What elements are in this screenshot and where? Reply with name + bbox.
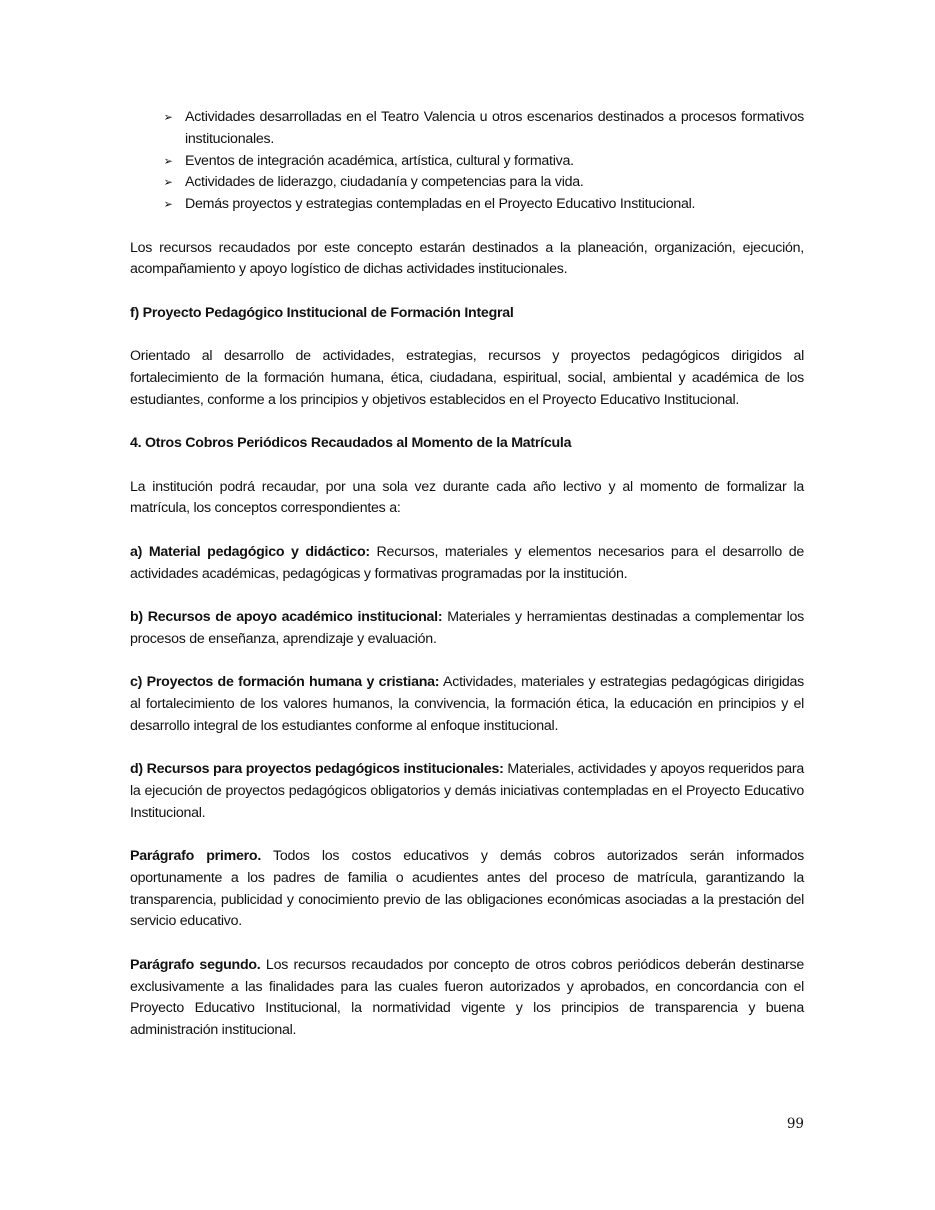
item-c-text: Actividades, materiales y estrategias pedagógicas dirigidas al fortalecimiento de los valores humanos, la convivencia, la formación ética, la educación en principios y el desarrollo integral de los estudiantes conforme al enfoque institucional.	[130, 674, 804, 734]
arrow-bullet-icon: ➢	[163, 175, 173, 190]
item-d-text: Materiales, actividades y apoyos requeridos para la ejecución de proyectos pedagógicos obligatorios y demás iniciativas contempladas en el Proyecto Educativo Institucional.	[130, 761, 804, 821]
paragrafo-segundo-label: Parágrafo segundo.	[130, 956, 261, 973]
item-b-paragraph	[130, 607, 804, 651]
paragrafo-segundo-text: Los recursos recaudados por concepto de otros cobros periódicos deberán destinarse exclusivamente a las finalidades para las cuales fueron autorizados y aprobados, en concordancia con el Proyecto Educativo Institucional, la normatividad vigente y los principios de transparencia y buena administración institucional.	[130, 956, 804, 1039]
item-a-paragraph	[130, 542, 804, 586]
resources-paragraph: Los recursos recaudados por este concepto estarán destinados a la planeación, organización, ejecución, acompañamiento y apoyo logístico de dichas actividades institucionales.	[130, 239, 804, 278]
item-b-text: Materiales y herramientas destinadas a complementar los procesos de enseñanza, aprendizaje y evaluación.	[130, 608, 804, 647]
item-d-paragraph	[130, 759, 804, 824]
paragrafo-primero-label: Parágrafo primero.	[130, 848, 262, 865]
item-c-paragraph	[130, 672, 804, 737]
section-heading-4: 4. Otros Cobros Periódicos Recaudados al Momento de la Matrícula	[130, 435, 572, 452]
activities-bullet-list	[130, 107, 804, 216]
item-d-label: d) Recursos para proyectos pedagógicos institucionales:	[130, 761, 504, 778]
institution-paragraph: La institución podrá recaudar, por una sola vez durante cada año lectivo y al momento de formalizar la matrícula, los conceptos correspondientes a:	[130, 478, 804, 517]
oriented-paragraph: Orientado al desarrollo de actividades, estrategias, recursos y proyectos pedagógicos dirigidos al fortalecimiento de la formación humana, ética, ciudadana, espiritual, social, ambiental y académica de los estudiantes, conforme a los principios y objetivos establecidos en el Proyecto Educativo Institucional.	[130, 348, 804, 408]
arrow-bullet-icon: ➢	[163, 197, 173, 212]
paragrafo-primero	[130, 846, 804, 933]
bullet-item: ➢ Demás proyectos y estrategias contempladas en el Proyecto Educativo Institucional.	[130, 194, 804, 216]
item-a-text: Recursos, materiales y elementos necesarios para el desarrollo de actividades académicas, pedagógicas y formativas programadas por la institución.	[130, 543, 804, 582]
section-heading-f: f) Proyecto Pedagógico Institucional de Formación Integral	[130, 304, 514, 321]
item-c-label: c) Proyectos de formación humana y cristiana:	[130, 674, 440, 691]
bullet-item: ➢ Actividades de liderazgo, ciudadanía y competencias para la vida.	[130, 172, 804, 194]
bullet-item: ➢ Eventos de integración académica, artística, cultural y formativa.	[130, 151, 804, 173]
item-b-label: b) Recursos de apoyo académico institucional:	[130, 608, 443, 625]
page-content	[130, 107, 804, 1042]
paragrafo-segundo	[130, 955, 804, 1042]
bullet-item: ➢ Actividades desarrolladas en el Teatro Valencia u otros escenarios destinados a procesos formativos institucionales.	[130, 107, 804, 151]
arrow-bullet-icon: ➢	[163, 110, 173, 124]
arrow-bullet-icon: ➢	[163, 153, 173, 168]
page-number: 99	[786, 1116, 804, 1132]
item-a-label: a) Material pedagógico y didáctico:	[130, 543, 370, 560]
paragrafo-primero-text: Todos los costos educativos y demás cobros autorizados serán informados oportunamente a los padres de familia o acudientes antes del proceso de matrícula, garantizando la transparencia, publicidad y conocimiento previo de las obligaciones económicas asociadas a la prestación del servicio educativo.	[130, 848, 804, 930]
